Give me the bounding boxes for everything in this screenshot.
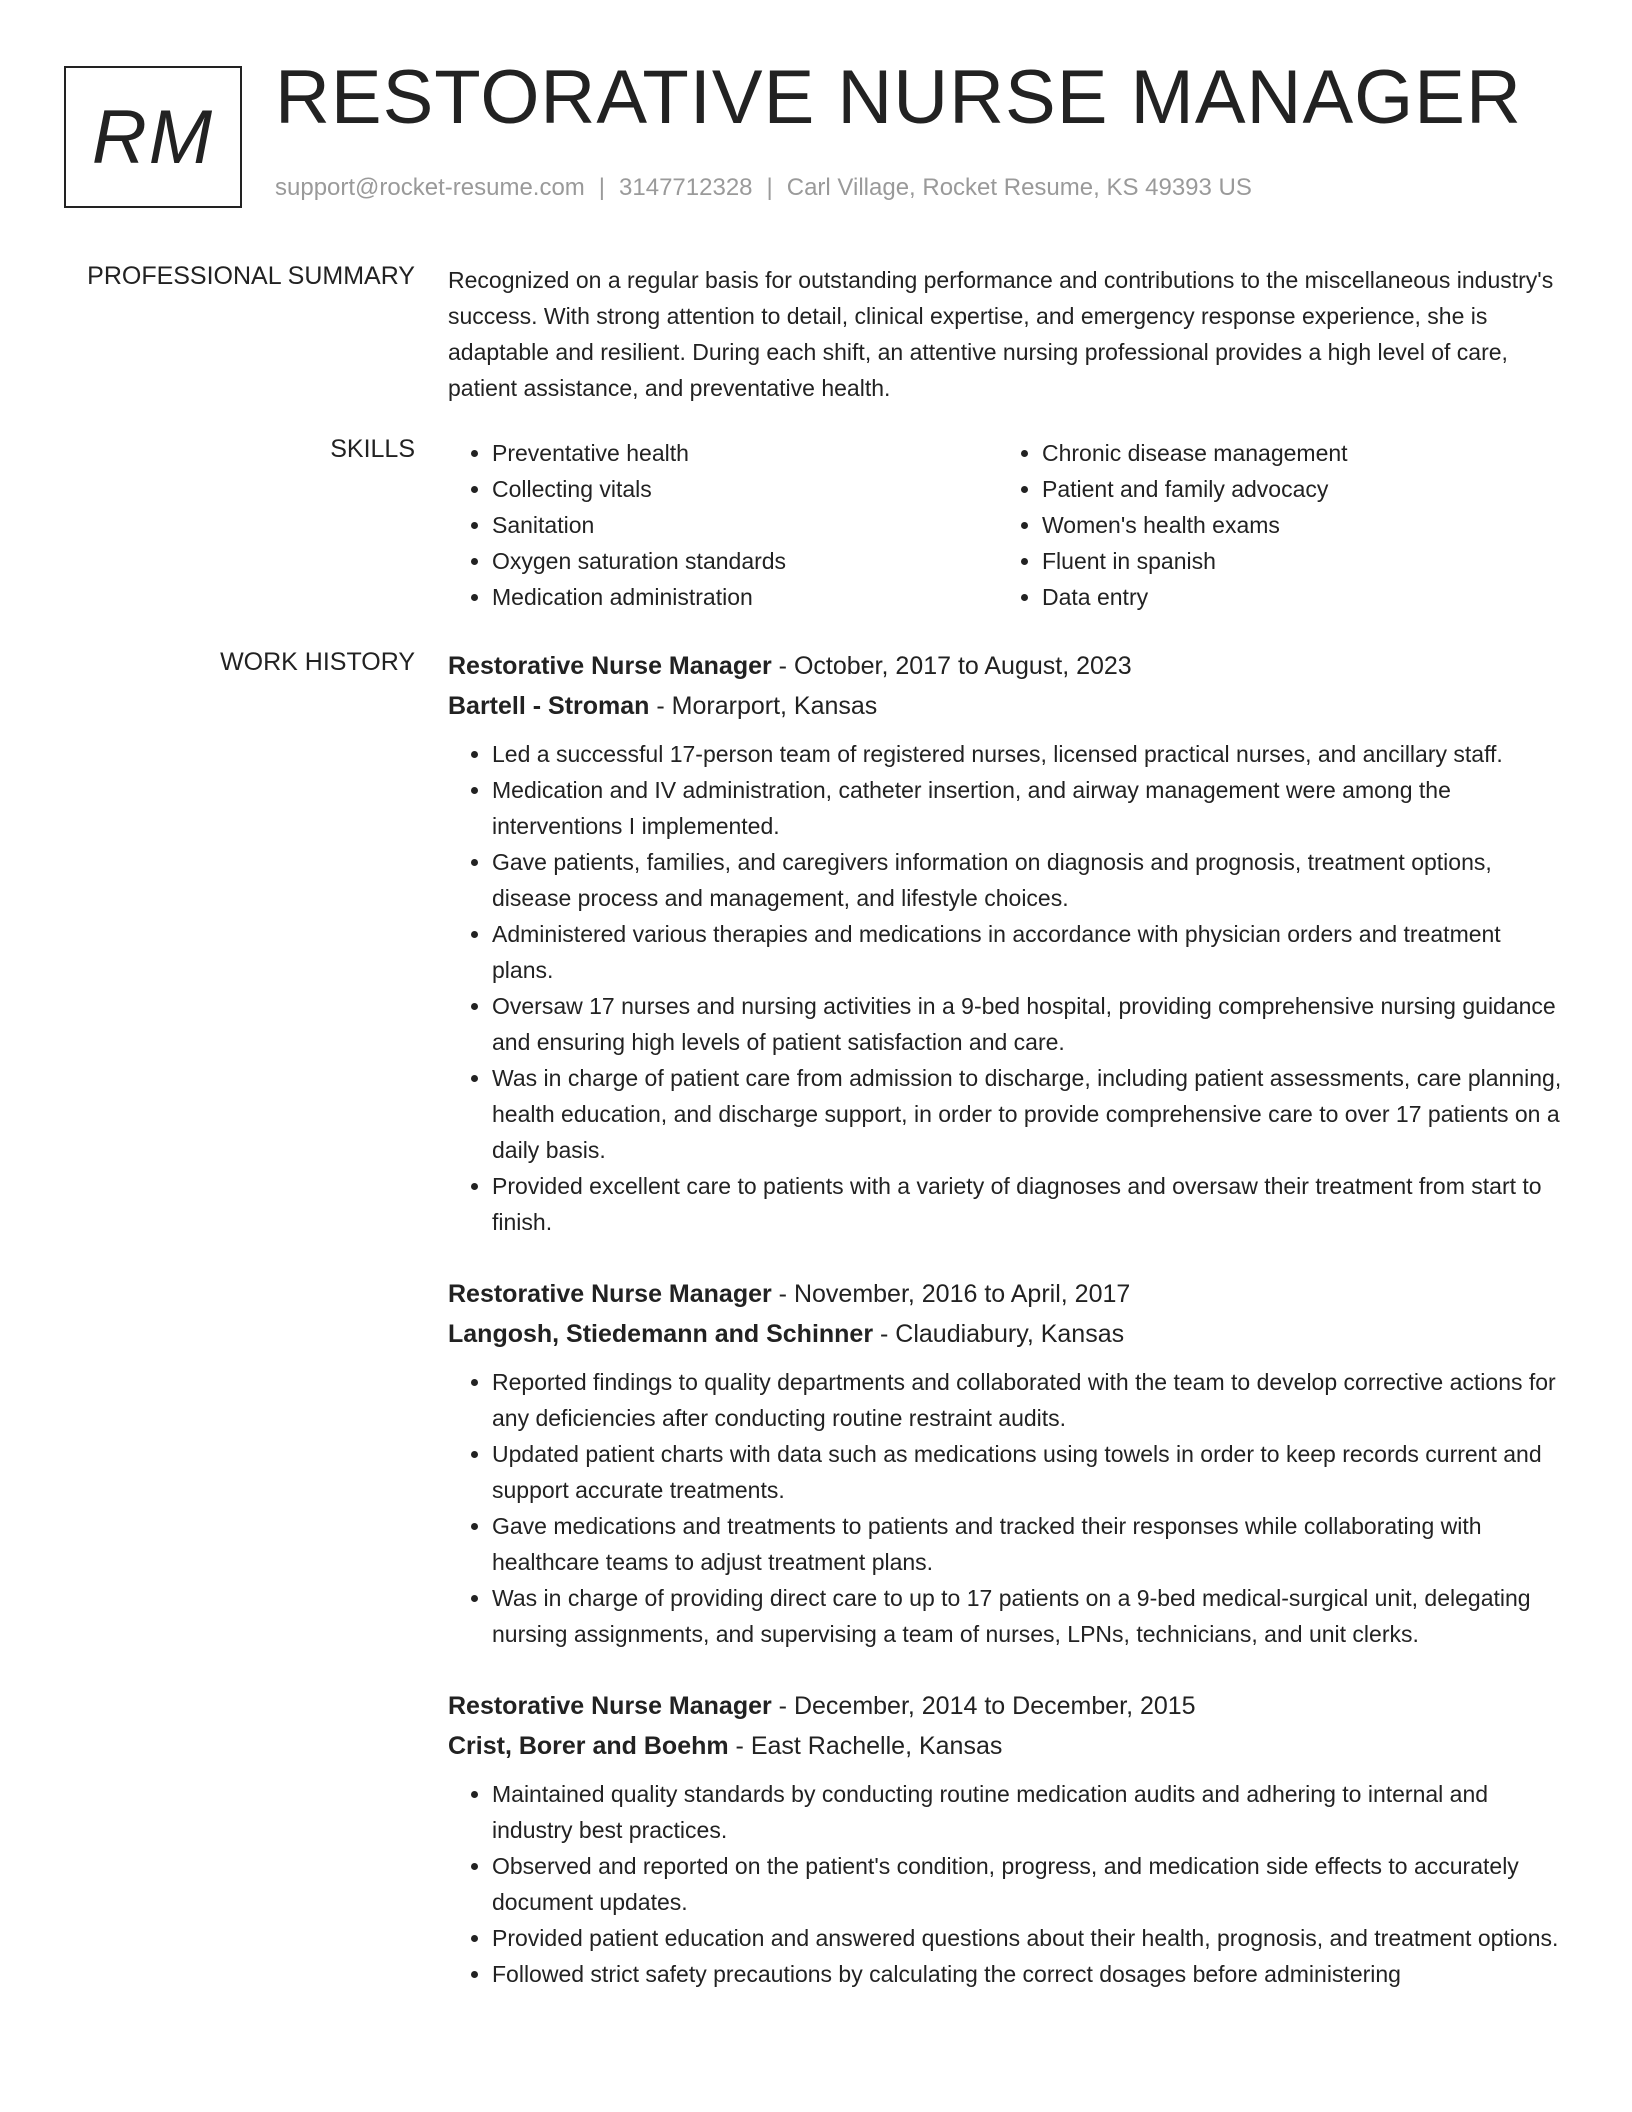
section-label-skills: SKILLS (330, 435, 415, 463)
job-dates: - November, 2016 to April, 2017 (771, 1280, 1131, 1308)
summary-body (448, 262, 1568, 406)
contact-phone: 3147712328 (619, 174, 753, 201)
job-entry (448, 1686, 1568, 1992)
skills-list-right (998, 435, 1548, 615)
contact-address: Carl Village, Rocket Resume, KS 49393 US (786, 174, 1252, 201)
summary-text: Recognized on a regular basis for outstanding performance and contributions to the miscellaneous industry's success. With strong attention to detail, clinical expertise, and emergency response experience, she is adaptable and resilient. During each shift, an attentive nursing professional provides a high level of care, patient assistance, and preventative health. (448, 267, 1554, 401)
job-bullet: • Administered various therapies and medications in accordance with physician orders and treatment plans. (492, 916, 1568, 988)
job-bullet: • Updated patient charts with data such as medications using towels in order to keep records current and support accurate treatments. (492, 1436, 1568, 1508)
job-dates: - October, 2017 to August, 2023 (771, 652, 1132, 680)
contact-email: support@rocket-resume.com (275, 174, 585, 201)
skill-item: • Medication administration (492, 579, 998, 615)
skill-item: • Preventative health (492, 435, 998, 471)
resume-title: RESTORATIVE NURSE MANAGER (275, 55, 1522, 140)
job-bullet: • Led a successful 17-person team of registered nurses, licensed practical nurses, and ancillary staff. (492, 736, 1568, 772)
skill-item: • Fluent in spanish (1042, 543, 1548, 579)
section-label-summary: PROFESSIONAL SUMMARY (87, 262, 415, 290)
job-bullet: • Gave medications and treatments to patients and tracked their responses while collaborating with healthcare teams to adjust treatment plans. (492, 1508, 1568, 1580)
job-title-line (448, 1686, 1568, 1726)
job-company: Crist, Borer and Boehm (448, 1732, 729, 1760)
job-bullets (448, 736, 1568, 1240)
job-bullet: • Followed strict safety precautions by calculating the correct dosages before administering (492, 1956, 1568, 1992)
job-title-line (448, 646, 1568, 686)
skill-item: • Oxygen saturation standards (492, 543, 998, 579)
section-label-work-history: WORK HISTORY (220, 648, 415, 676)
job-dates: - December, 2014 to December, 2015 (771, 1692, 1196, 1720)
skills-columns (448, 435, 1568, 615)
job-location: - Morarport, Kansas (649, 692, 878, 720)
monogram-initials: RM (91, 94, 215, 180)
monogram-box (64, 66, 242, 208)
job-bullet: • Was in charge of providing direct care to up to 17 patients on a 9-bed medical-surgical unit, delegating nursing assignments, and supervising a team of nurses, LPNs, technicians, and unit clerks. (492, 1580, 1568, 1652)
job-location: - Claudiabury, Kansas (873, 1320, 1125, 1348)
job-company-line (448, 1314, 1568, 1354)
job-company-line (448, 1726, 1568, 1766)
job-title: Restorative Nurse Manager (448, 652, 772, 680)
job-company-line (448, 686, 1568, 726)
skill-item: • Women's health exams (1042, 507, 1548, 543)
job-bullet: • Provided patient education and answered questions about their health, prognosis, and treatment options. (492, 1920, 1568, 1956)
skill-item: • Data entry (1042, 579, 1548, 615)
job-title-line (448, 1274, 1568, 1314)
job-bullet: • Gave patients, families, and caregivers information on diagnosis and prognosis, treatment options, disease process and management, and lifestyle choices. (492, 844, 1568, 916)
contact-separator: | (598, 174, 606, 201)
job-entry (448, 646, 1568, 1240)
job-company: Bartell - Stroman (448, 692, 650, 720)
job-location: - East Rachelle, Kansas (728, 1732, 1003, 1760)
job-bullet: • Reported findings to quality departments and collaborated with the team to develop corrective actions for any deficiencies after conducting routine restraint audits. (492, 1364, 1568, 1436)
skill-item: • Sanitation (492, 507, 998, 543)
contact-separator: | (766, 174, 773, 201)
job-title: Restorative Nurse Manager (448, 1280, 772, 1308)
job-entry (448, 1274, 1568, 1652)
skills-list-left (448, 435, 998, 615)
contact-line (275, 174, 1252, 202)
job-bullet: • Was in charge of patient care from admission to discharge, including patient assessments, care planning, health education, and discharge support, in order to provide comprehensive care to over 17 patients on a daily basis. (492, 1060, 1568, 1168)
job-bullet: • Provided excellent care to patients with a variety of diagnoses and oversaw their treatment from start to finish. (492, 1168, 1568, 1240)
job-bullet: • Observed and reported on the patient's condition, progress, and medication side effects to accurately document updates. (492, 1848, 1568, 1920)
skill-item: • Collecting vitals (492, 471, 998, 507)
job-bullets (448, 1364, 1568, 1652)
job-bullet: • Medication and IV administration, catheter insertion, and airway management were among the interventions I implemented. (492, 772, 1568, 844)
job-bullet: • Maintained quality standards by conducting routine medication audits and adhering to internal and industry best practices. (492, 1776, 1568, 1848)
job-title: Restorative Nurse Manager (448, 1692, 772, 1720)
job-bullets (448, 1776, 1568, 1992)
skill-item: • Patient and family advocacy (1042, 471, 1548, 507)
skill-item: • Chronic disease management (1042, 435, 1548, 471)
job-bullet: • Oversaw 17 nurses and nursing activities in a 9-bed hospital, providing comprehensive nursing guidance and ensuring high levels of patient satisfaction and care. (492, 988, 1568, 1060)
work-history-body (448, 646, 1568, 2026)
job-company: Langosh, Stiedemann and Schinner (448, 1320, 874, 1348)
